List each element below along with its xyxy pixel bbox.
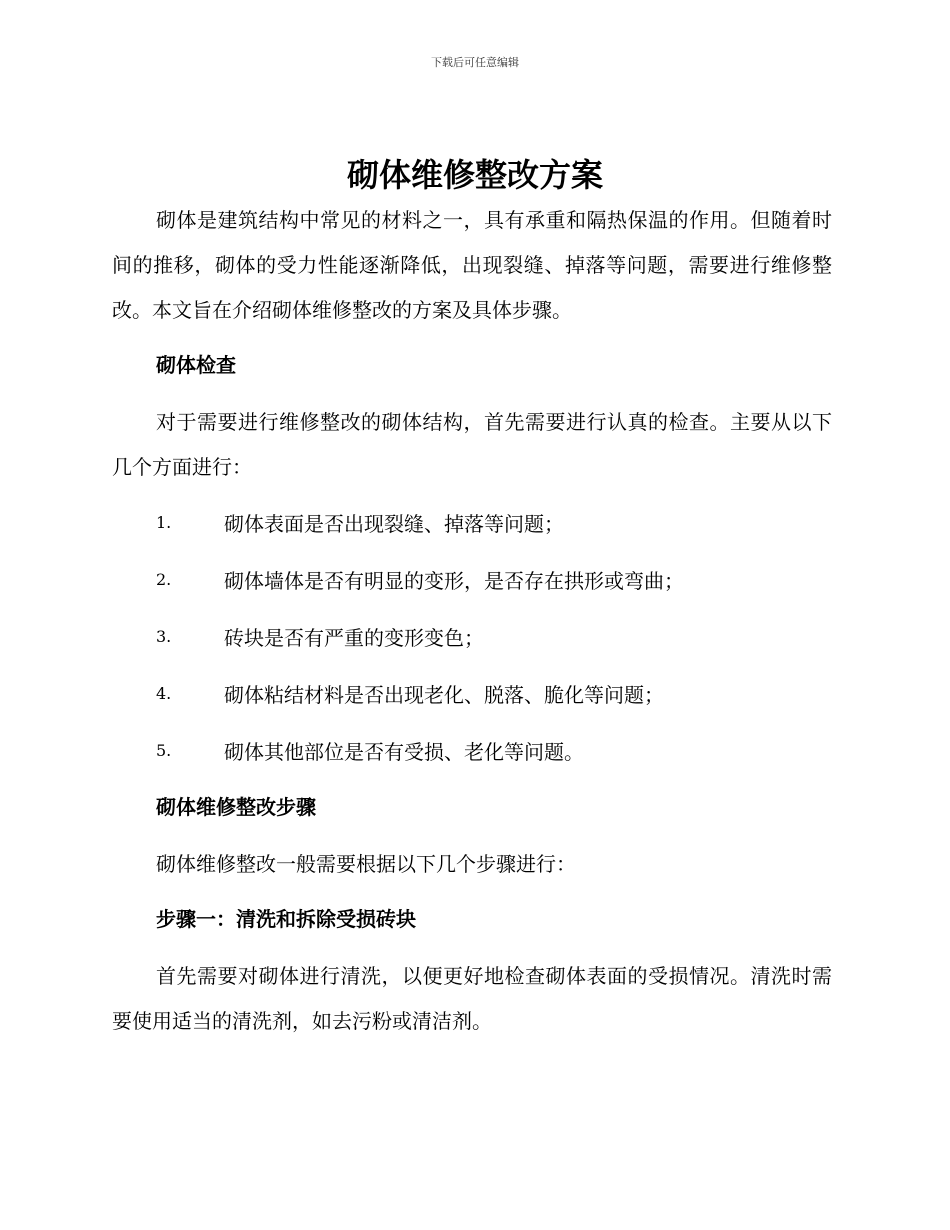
inspection-checklist xyxy=(112,500,832,773)
section-heading-steps: 砌体维修整改步骤 xyxy=(156,795,316,819)
list-item xyxy=(112,614,832,659)
document-body xyxy=(112,198,832,1054)
intro-paragraph: 砌体是建筑结构中常见的材料之一，具有承重和隔热保温的作用。但随着时间的推移，砌体的受力性能逐渐降低，出现裂缝、掉落等问题，需要进行维修整改。本文旨在介绍砌体维修整改的方案及具体步骤。 xyxy=(112,208,832,322)
list-item xyxy=(112,500,832,545)
list-item-number: 1. xyxy=(156,513,172,532)
list-item-number: 5. xyxy=(156,741,172,760)
list-item xyxy=(112,557,832,602)
page-header-note: 下载后可任意编辑 xyxy=(431,56,519,69)
list-item-number: 3. xyxy=(156,627,172,646)
step-one-heading: 步骤一：清洗和拆除受损砖块 xyxy=(156,907,416,931)
list-item-number: 2. xyxy=(156,570,172,589)
list-item-text: 砌体墙体是否有明显的变形，是否存在拱形或弯曲； xyxy=(224,569,684,593)
list-item-number: 4. xyxy=(156,684,172,703)
list-item-text: 砌体其他部位是否有受损、老化等问题。 xyxy=(224,740,584,764)
section-heading-inspection: 砌体检查 xyxy=(156,353,236,377)
list-item-text: 砌体表面是否出现裂缝、掉落等问题； xyxy=(224,512,564,536)
document-title: 砌体维修整改方案 xyxy=(346,156,603,194)
steps-paragraph: 砌体维修整改一般需要根据以下几个步骤进行： xyxy=(156,852,576,876)
list-item xyxy=(112,671,832,716)
list-item xyxy=(112,728,832,773)
inspection-paragraph: 对于需要进行维修整改的砌体结构，首先需要进行认真的检查。主要从以下几个方面进行： xyxy=(112,410,832,479)
list-item-text: 砌体粘结材料是否出现老化、脱落、脆化等问题； xyxy=(224,683,664,707)
step-one-paragraph: 首先需要对砌体进行清洗，以便更好地检查砌体表面的受损情况。清洗时需要使用适当的清洗剂，如去污粉或清洁剂。 xyxy=(112,964,832,1033)
list-item-text: 砖块是否有严重的变形变色； xyxy=(224,626,484,650)
